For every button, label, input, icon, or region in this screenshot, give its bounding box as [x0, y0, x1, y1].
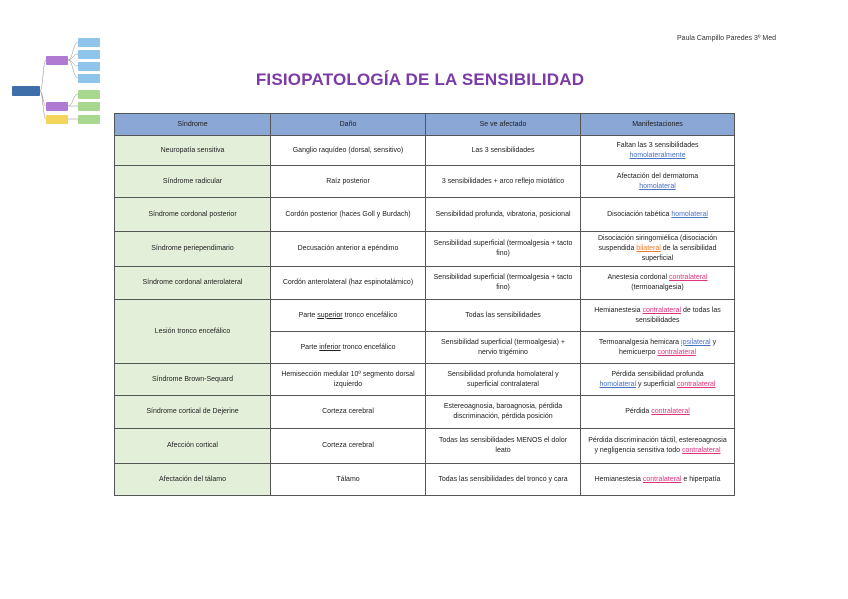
damage-cell: Cordón anterolateral (haz espinotalámico): [271, 267, 426, 300]
table-row: [115, 267, 735, 300]
manifestation-text: de todas las sensibilidades: [635, 306, 721, 324]
manifestation-cell: [581, 396, 735, 429]
laterality-term: contralateral: [668, 274, 708, 281]
affected-cell: Todas las sensibilidades: [426, 300, 581, 332]
damage-text: tronco encefálico: [342, 343, 396, 351]
mind-map-branch-node: [46, 115, 68, 124]
damage-cell: Corteza cerebral: [271, 429, 426, 464]
sensibility-table: [114, 113, 735, 496]
manifestation-cell: [581, 267, 735, 300]
manifestation-cell: [581, 464, 735, 496]
header-syndrome: Síndrome: [115, 114, 271, 136]
mind-map-leaf-node: [78, 74, 100, 83]
manifestation-cell: [581, 136, 735, 166]
table-row: [115, 136, 735, 166]
damage-emphasis: inferior: [319, 343, 341, 351]
affected-cell: Sensibilidad superficial (termoalgesia) + nervio trigémino: [426, 332, 581, 364]
mind-map-leaf-node: [78, 102, 100, 111]
mind-map-leaf-node: [78, 115, 100, 124]
affected-cell: Sensibilidad superficial (termoalgesia + tacto fino): [426, 267, 581, 300]
manifestation-text: Afectación del dermatoma: [616, 172, 699, 180]
laterality-term: contralateral: [642, 475, 682, 483]
mind-map-root-node: [12, 86, 40, 96]
syndrome-cell: Afectación del tálamo: [115, 464, 271, 496]
affected-cell: Sensibilidad profunda, vibratoria, posicional: [426, 198, 581, 232]
affected-cell: Estereoagnosia, baroagnosia, pérdida discriminación, pérdida posición: [426, 396, 581, 429]
manifestation-text: (termoanalgesia): [631, 284, 684, 291]
syndrome-cell: Síndrome Brown-Sequard: [115, 364, 271, 396]
damage-text: tronco encefálico: [344, 311, 398, 319]
laterality-term: homolateral: [599, 380, 637, 388]
syndrome-cell: Síndrome cordonal posterior: [115, 198, 271, 232]
affected-cell: Todas las sensibilidades MENOS el dolor leato: [426, 429, 581, 464]
manifestation-text: Hemianestesia: [594, 306, 641, 314]
syndrome-cell: Afección cortical: [115, 429, 271, 464]
damage-text: Parte: [300, 343, 318, 351]
damage-cell: Cordón posterior (haces Goll y Burdach): [271, 198, 426, 232]
mind-map-leaf-node: [78, 90, 100, 99]
table-row: [115, 364, 735, 396]
damage-cell: [271, 300, 426, 332]
manifestation-text: Disociación siringomiélica (disociación suspendida: [597, 235, 718, 252]
table-row: [115, 464, 735, 496]
affected-cell: Sensibilidad profunda homolateral y superficial contralateral: [426, 364, 581, 396]
affected-cell: Todas las sensibilidades del tronco y cara: [426, 464, 581, 496]
mind-map-leaf-node: [78, 50, 100, 59]
manifestation-text: Anestesia cordonal: [607, 274, 668, 281]
damage-cell: Raíz posterior: [271, 166, 426, 198]
manifestation-text: Pérdida discriminación táctil, estereoagnosia y negligencia sensitiva todo: [588, 437, 727, 454]
manifestation-cell: [581, 166, 735, 198]
affected-cell: 3 sensibilidades + arco reflejo miotático: [426, 166, 581, 198]
manifestation-text: Faltan las 3 sensibilidades: [616, 141, 699, 149]
syndrome-cell: Síndrome radicular: [115, 166, 271, 198]
manifestation-cell: [581, 300, 735, 332]
manifestation-text: e hiperpatía: [683, 475, 721, 483]
table-row: [115, 429, 735, 464]
page-title: FISIOPATOLOGÍA DE LA SENSIBILIDAD: [255, 70, 585, 89]
header-damage: Daño: [271, 114, 426, 136]
damage-cell: Decusación anterior a epéndimo: [271, 232, 426, 267]
damage-cell: Corteza cerebral: [271, 396, 426, 429]
header-manifestations: Manifestaciones: [581, 114, 735, 136]
affected-cell: Sensibilidad superficial (termoalgesia + tacto fino): [426, 232, 581, 267]
header-affected: Se ve afectado: [426, 114, 581, 136]
syndrome-cell: Síndrome cordonal anterolateral: [115, 267, 271, 300]
damage-cell: Tálamo: [271, 464, 426, 496]
manifestation-cell: [581, 364, 735, 396]
manifestation-text: Hemianestesia: [594, 475, 641, 483]
laterality-term: homolateralmente: [629, 151, 686, 159]
mind-map-leaf-node: [78, 62, 100, 71]
manifestation-cell: [581, 198, 735, 232]
manifestation-text: y hemicuerpo: [618, 338, 717, 356]
mind-map-leaf-node: [78, 38, 100, 47]
table-header-row: [115, 114, 735, 136]
manifestation-text: y superficial: [638, 380, 675, 388]
syndrome-cell: Lesión tronco encefálico: [115, 300, 271, 364]
table-row: [115, 300, 735, 332]
damage-cell: [271, 332, 426, 364]
laterality-term: contralateral: [642, 306, 682, 314]
mind-map-branch-node: [46, 102, 68, 111]
damage-cell: Ganglio raquídeo (dorsal, sensitivo): [271, 136, 426, 166]
laterality-term: homolateral: [639, 182, 676, 190]
table-row: [115, 396, 735, 429]
damage-text: Parte: [298, 311, 316, 319]
manifestation-text: de la sensibilidad superficial: [641, 245, 717, 262]
laterality-term: ipsilateral: [681, 338, 711, 346]
author-name: Paula Campillo Paredes 3º Med: [676, 35, 776, 42]
laterality-term: bilateral: [636, 245, 661, 252]
laterality-term: contralateral: [651, 408, 690, 415]
damage-emphasis: superior: [317, 311, 343, 319]
manifestation-text: Pérdida: [625, 408, 650, 415]
mind-map-branch-node: [46, 56, 68, 65]
manifestation-text: Pérdida sensibilidad profunda: [611, 370, 704, 378]
manifestation-cell: [581, 232, 735, 267]
table-row: [115, 232, 735, 267]
syndrome-cell: Síndrome periependimario: [115, 232, 271, 267]
syndrome-cell: Neuropatía sensitiva: [115, 136, 271, 166]
manifestation-text: Disociación tabética: [607, 210, 670, 218]
damage-cell: Hemisección medular 10º segmento dorsal izquierdo: [271, 364, 426, 396]
manifestation-text: Termoanalgesia hemicara: [598, 338, 680, 346]
laterality-term: contralateral: [657, 348, 697, 356]
manifestation-cell: [581, 332, 735, 364]
table-row: [115, 198, 735, 232]
affected-cell: Las 3 sensibilidades: [426, 136, 581, 166]
manifestation-cell: [581, 429, 735, 464]
laterality-term: contralateral: [682, 447, 721, 454]
mind-map-thumbnail: [8, 32, 108, 132]
syndrome-cell: Síndrome cortical de Dejerine: [115, 396, 271, 429]
laterality-term: contralateral: [676, 380, 716, 388]
laterality-term: homolateral: [671, 210, 708, 218]
table-row: [115, 166, 735, 198]
